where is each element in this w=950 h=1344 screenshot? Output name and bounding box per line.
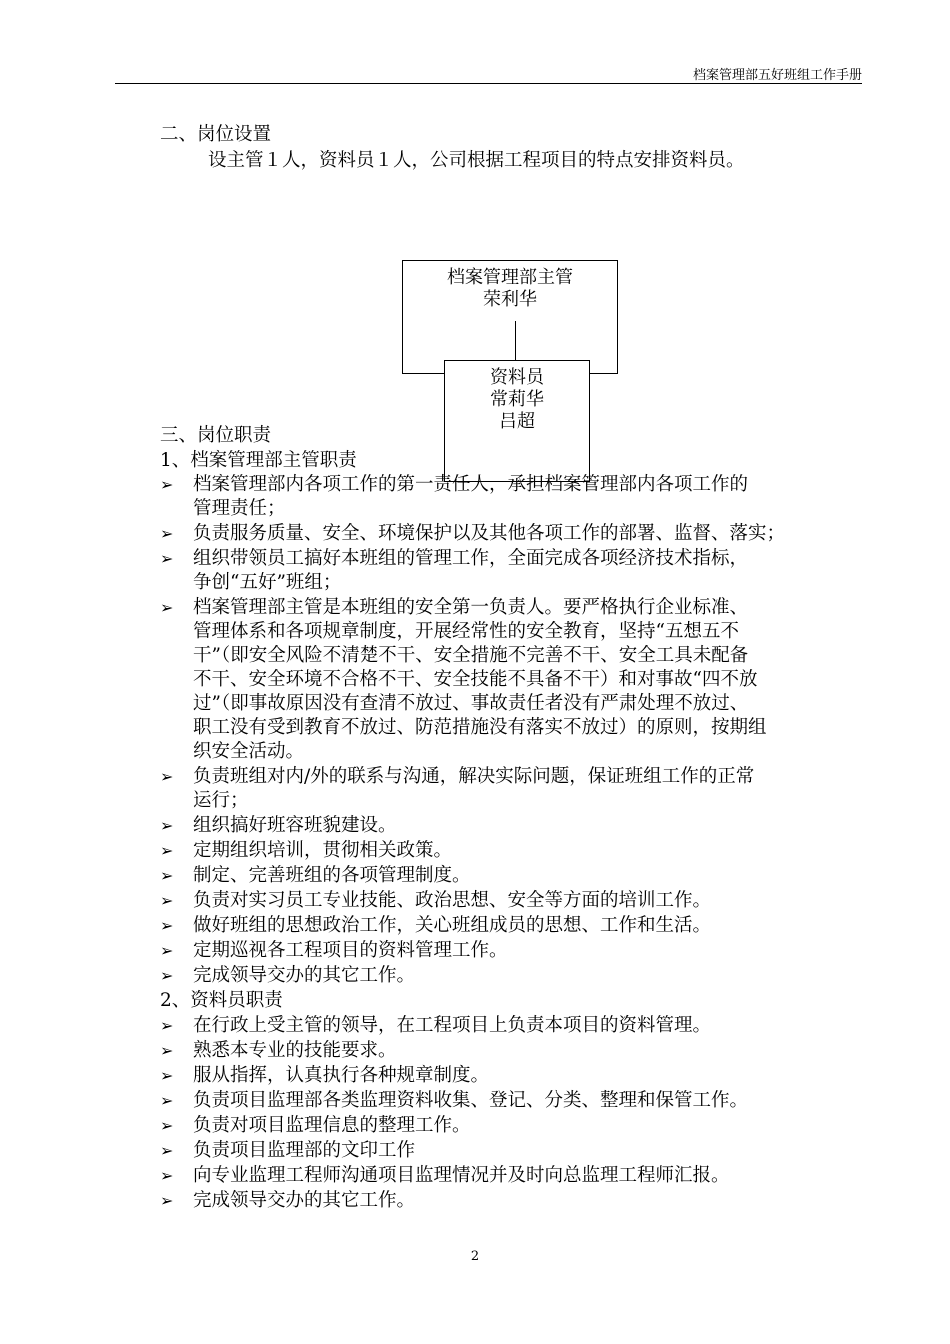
list-item-text: 不干、安全环境不合格不干、安全技能不具备不干）和对事故“四不放 <box>193 669 758 690</box>
arrow-bullet-icon: ➢ <box>160 1016 174 1035</box>
header-divider <box>115 83 862 84</box>
list-item-text: 服从指挥，认真执行各种规章制度。 <box>193 1065 490 1086</box>
org-clerk-name: 常莉华 <box>490 389 544 410</box>
list-item-text: 组织带领员工搞好本班组的管理工作，全面完成各项经济技术指标， <box>193 548 749 569</box>
arrow-bullet-icon: ➢ <box>160 1166 174 1185</box>
list-item <box>160 1039 870 1063</box>
arrow-bullet-icon: ➢ <box>160 966 174 985</box>
list-item-text: 档案管理部主管是本班组的安全第一负责人。要严格执行企业标准、 <box>193 597 749 618</box>
list-item <box>160 1139 870 1163</box>
list-item <box>160 1114 870 1138</box>
list-item-text: 定期组织培训，贯彻相关政策。 <box>193 840 453 861</box>
list-item <box>160 839 870 863</box>
list-item-text: 负责项目监理部的文印工作 <box>193 1140 416 1161</box>
subheading-supervisor-duties: 1、档案管理部主管职责 <box>160 450 357 471</box>
list-item <box>160 765 870 813</box>
arrow-bullet-icon: ➢ <box>160 1116 174 1135</box>
list-item <box>160 889 870 913</box>
arrow-bullet-icon: ➢ <box>160 767 174 786</box>
list-item <box>160 596 870 764</box>
list-item <box>160 1014 870 1038</box>
list-item-text: 负责服务质量、安全、环境保护以及其他各项工作的部署、监督、落实； <box>193 523 786 544</box>
list-item-text: 档案管理部内各项工作的第一责任人，承担档案管理部内各项工作的 <box>193 474 749 495</box>
running-header: 档案管理部五好班组工作手册 <box>692 68 862 83</box>
list-item-text: 制定、完善班组的各项管理制度。 <box>193 865 471 886</box>
arrow-bullet-icon: ➢ <box>160 1041 174 1060</box>
arrow-bullet-icon: ➢ <box>160 1191 174 1210</box>
org-box-clerk <box>444 360 590 482</box>
arrow-bullet-icon: ➢ <box>160 816 174 835</box>
arrow-bullet-icon: ➢ <box>160 1141 174 1160</box>
list-item-text: 争创“五好”班组； <box>193 572 342 593</box>
section-heading-duties: 三、岗位职责 <box>160 425 272 446</box>
list-item-text: 向专业监理工程师沟通项目监理情况并及时向总监理工程师汇报。 <box>193 1165 730 1186</box>
org-clerk-name: 吕超 <box>499 411 535 432</box>
arrow-bullet-icon: ➢ <box>160 598 174 617</box>
list-item-text: 定期巡视各工程项目的资料管理工作。 <box>193 940 508 961</box>
list-item <box>160 547 870 595</box>
list-item-text: 完成领导交办的其它工作。 <box>193 965 416 986</box>
list-item <box>160 964 870 988</box>
org-box-supervisor <box>402 260 618 374</box>
list-item-text: 负责班组对内/外的联系与沟通，解决实际问题，保证班组工作的正常 <box>193 766 755 787</box>
arrow-bullet-icon: ➢ <box>160 891 174 910</box>
list-item-text: 在行政上受主管的领导，在工程项目上负责本项目的资料管理。 <box>193 1015 712 1036</box>
list-item-text: 管理体系和各项规章制度，开展经常性的安全教育，坚持“五想五不 <box>193 621 739 642</box>
list-item-text: 干”（即安全风险不清楚不干、安全措施不完善不干、安全工具未配备 <box>193 645 749 666</box>
list-item-text: 职工没有受到教育不放过、防范措施没有落实不放过）的原则，按期组 <box>193 717 767 738</box>
list-item-text: 负责项目监理部各类监理资料收集、登记、分类、整理和保管工作。 <box>193 1090 749 1111</box>
subheading-clerk-duties: 2、资料员职责 <box>160 990 283 1011</box>
arrow-bullet-icon: ➢ <box>160 916 174 935</box>
org-clerk-title: 资料员 <box>490 367 544 388</box>
arrow-bullet-icon: ➢ <box>160 549 174 568</box>
section-heading-positions: 二、岗位设置 <box>160 124 272 145</box>
list-item <box>160 939 870 963</box>
page-number: 2 <box>470 1249 480 1264</box>
list-item <box>160 1189 870 1213</box>
list-item <box>160 864 870 888</box>
list-item-text: 完成领导交办的其它工作。 <box>193 1190 416 1211</box>
list-item <box>160 914 870 938</box>
list-item-text: 管理责任； <box>193 498 286 519</box>
list-item <box>160 1089 870 1113</box>
list-item-text: 做好班组的思想政治工作，关心班组成员的思想、工作和生活。 <box>193 915 712 936</box>
arrow-bullet-icon: ➢ <box>160 1066 174 1085</box>
arrow-bullet-icon: ➢ <box>160 1091 174 1110</box>
list-item-text: 过”（即事故原因没有查清不放过、事故责任者没有严肃处理不放过、 <box>193 693 749 714</box>
arrow-bullet-icon: ➢ <box>160 866 174 885</box>
arrow-bullet-icon: ➢ <box>160 524 174 543</box>
org-supervisor-name: 荣利华 <box>483 289 537 310</box>
arrow-bullet-icon: ➢ <box>160 475 174 494</box>
list-item <box>160 814 870 838</box>
list-item-text: 织安全活动。 <box>193 741 305 762</box>
list-item <box>160 522 870 546</box>
arrow-bullet-icon: ➢ <box>160 841 174 860</box>
list-item-text: 运行； <box>193 790 249 811</box>
list-item <box>160 473 870 521</box>
org-supervisor-title: 档案管理部主管 <box>447 267 573 288</box>
positions-description: 设主管１人，资料员１人，公司根据工程项目的特点安排资料员。 <box>208 150 745 171</box>
list-item-text: 负责对项目监理信息的整理工作。 <box>193 1115 471 1136</box>
arrow-bullet-icon: ➢ <box>160 941 174 960</box>
list-item-text: 负责对实习员工专业技能、政治思想、安全等方面的培训工作。 <box>193 890 712 911</box>
list-item-text: 熟悉本专业的技能要求。 <box>193 1040 397 1061</box>
list-item <box>160 1164 870 1188</box>
list-item <box>160 1064 870 1088</box>
list-item-text: 组织搞好班容班貌建设。 <box>193 815 397 836</box>
